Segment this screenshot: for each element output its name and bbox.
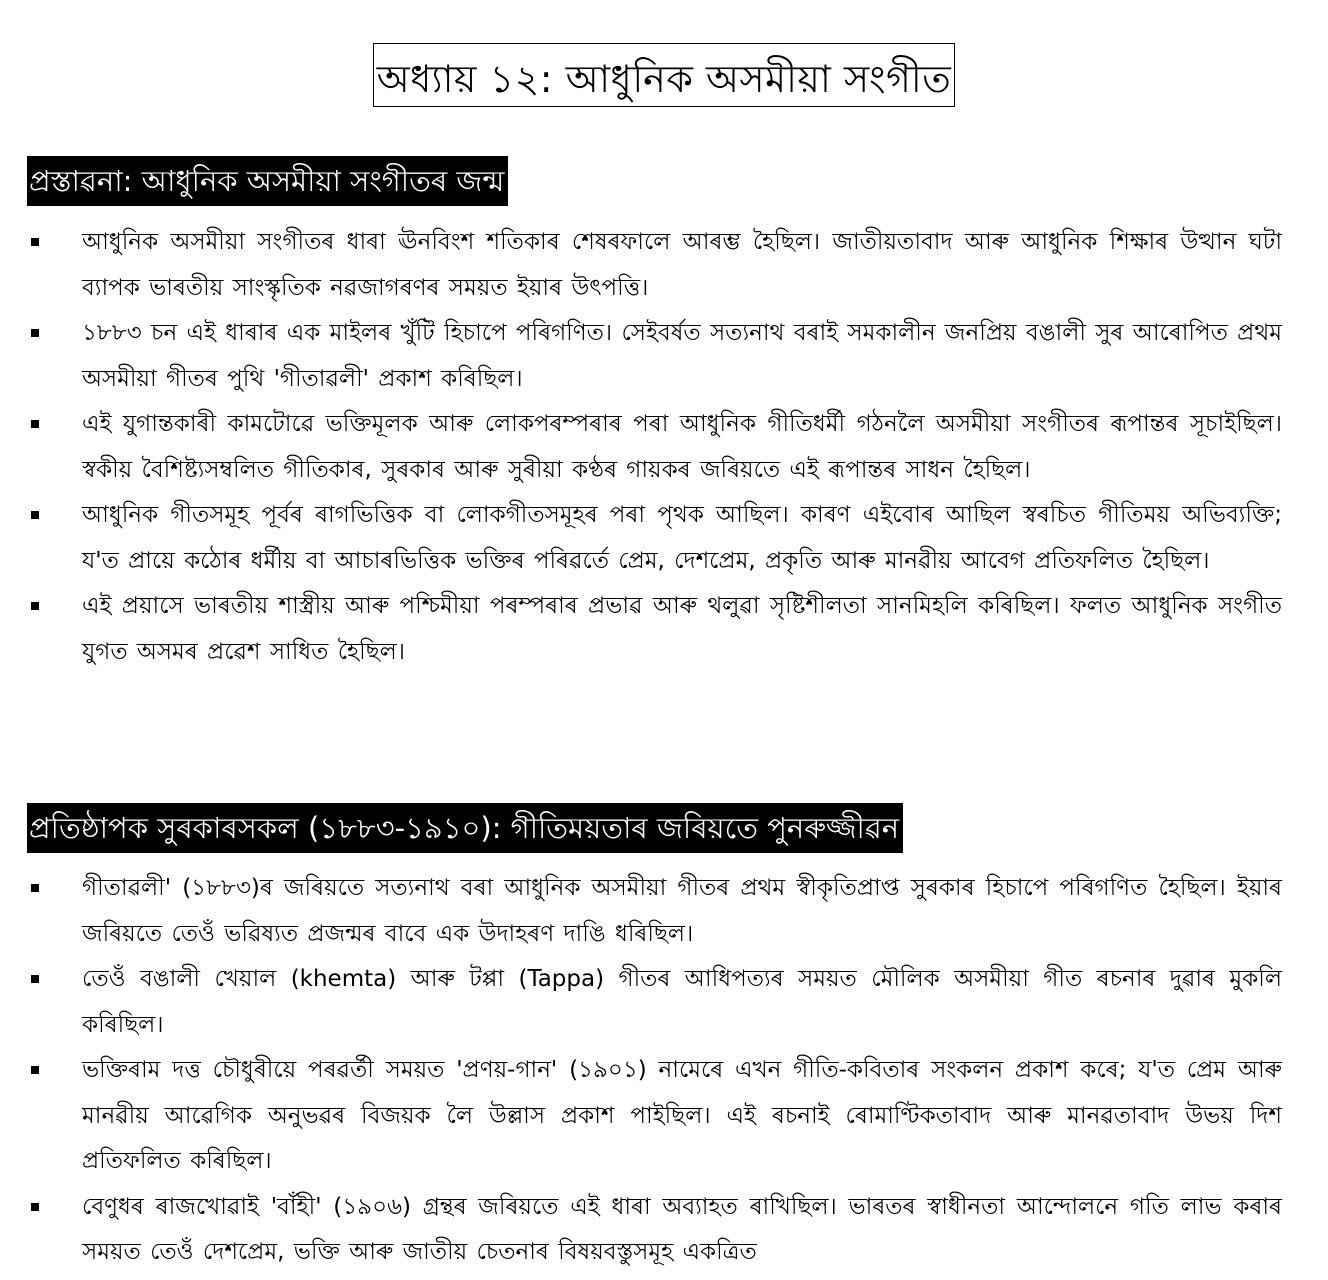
bullet-marker xyxy=(31,238,39,246)
section-heading-introduction: প্ৰস্তাৱনা: আধুনিক অসমীয়া সংগীতৰ জন্ম xyxy=(27,156,508,206)
bullet-marker xyxy=(31,884,39,892)
bullet-item xyxy=(0,1185,1328,1276)
section-heading-founding-composers: প্ৰতিষ্ঠাপক সুৰকাৰসকল (১৮৮৩-১৯১০): গীতিময়তাৰ জৰিয়তে পুনৰুজ্জীৱন xyxy=(27,803,903,853)
bullet-text: আধুনিক গীতসমূহ পূৰ্বৰ ৰাগভিত্তিক বা লোকগীতসমূহৰ পৰা পৃথক আছিল। কাৰণ এইবোৰ আছিল স্বৰচিত গীতিময় অভিব্যক্তি; য'ত প্ৰায়ে কঠোৰ ধৰ্মীয় বা আচাৰভিত্তিক ভক্তিৰ পৰিৱৰ্তে প্ৰেম, দেশপ্ৰেম, প্ৰকৃতি আৰু মানৱীয় আবেগ প্ৰতিফলিত হৈছিল। xyxy=(82,502,1282,574)
bullet-text: গীতাৱলী' (১৮৮৩)ৰ জৰিয়তে সত্যনাথ বৰা আধুনিক অসমীয়া গীতৰ প্ৰথম স্বীকৃতিপ্ৰাপ্ত সুৰকাৰ হিচাপে পৰিগণিত হৈছিল। ইয়াৰ জৰিয়তে তেওঁ ভৱিষ্যত প্ৰজন্মৰ বাবে এক উদাহৰণ দাঙি ধৰিছিল। xyxy=(82,875,1282,947)
bullet-text: এই প্ৰয়াসে ভাৰতীয় শাস্ত্ৰীয় আৰু পশ্চিমীয়া পৰম্পৰাৰ প্ৰভাৱ আৰু থলুৱা সৃষ্টিশীলতা সানমিহলি কৰিছিল। ফলত আধুনিক সংগীত যুগত অসমৰ প্ৰৱেশ সাধিত হৈছিল। xyxy=(82,593,1282,665)
bullet-item xyxy=(0,220,1328,311)
bullet-item xyxy=(0,311,1328,402)
bullet-list-founding-composers xyxy=(0,866,1328,1276)
bullet-text: ভক্তিৰাম দত্ত চৌধুৰীয়ে পৰৱৰ্তী সময়ত 'প্ৰণয়-গান' (১৯০১) নামেৰে এখন গীতি-কবিতাৰ সংকলন প্ৰকাশ কৰে; য'ত প্ৰেম আৰু মানৱীয় আৱেগিক অনুভৱৰ বিজয়ক লৈ উল্লাস প্ৰকাশ পাইছিল। এই ৰচনাই ৰোমাণ্টিকতাবাদ আৰু মানৱতাবাদ উভয় দিশ প্ৰতিফলিত কৰিছিল। xyxy=(82,1057,1282,1174)
bullet-item xyxy=(0,402,1328,493)
bullet-marker xyxy=(31,602,39,610)
bullet-item xyxy=(0,866,1328,957)
bullet-text: তেওঁ বঙালী খেয়াল (khemta) আৰু টপ্পা (Tappa) গীতৰ আধিপত্যৰ সময়ত মৌলিক অসমীয়া গীত ৰচনাৰ দুৱাৰ মুকলি কৰিছিল। xyxy=(82,966,1282,1038)
bullet-marker xyxy=(31,1066,39,1074)
chapter-title: অধ্যায় ১২: আধুনিক অসমীয়া সংগীত xyxy=(373,43,956,107)
bullet-marker xyxy=(31,1203,39,1211)
bullet-item xyxy=(0,957,1328,1048)
bullet-item xyxy=(0,1048,1328,1185)
bullet-marker xyxy=(31,511,39,519)
bullet-list-introduction xyxy=(0,220,1328,675)
bullet-marker xyxy=(31,420,39,428)
bullet-marker xyxy=(31,329,39,337)
bullet-text: ১৮৮৩ চন এই ধাৰাৰ এক মাইলৰ খুঁটি হিচাপে পৰিগণিত। সেইবৰ্ষত সত্যনাথ বৰাই সমকালীন জনপ্ৰিয় বঙালী সুৰ আৰোপিত প্ৰথম অসমীয়া গীতৰ পুথি 'গীতাৱলী' প্ৰকাশ কৰিছিল। xyxy=(82,320,1282,392)
bullet-item xyxy=(0,493,1328,584)
bullet-text: বেণুধৰ ৰাজখোৱাই 'বাঁহী' (১৯০৬) গ্ৰন্থৰ জৰিয়তে এই ধাৰা অব্যাহত ৰাখিছিল। ভাৰতৰ স্বাধীনতা আন্দোলনে গতি লাভ কৰাৰ সময়ত তেওঁ দেশপ্ৰেম, ভক্তি আৰু জাতীয় চেতনাৰ বিষয়বস্তুসমূহ একত্ৰিত xyxy=(82,1193,1282,1265)
chapter-title-wrapper xyxy=(0,0,1328,113)
bullet-text: আধুনিক অসমীয়া সংগীতৰ ধাৰা ঊনবিংশ শতিকাৰ শেষৰফালে আৰম্ভ হৈছিল। জাতীয়তাবাদ আৰু আধুনিক শিক্ষাৰ উত্থান ঘটা ব্যাপক ভাৰতীয় সাংস্কৃতিক নৱজাগৰণৰ সময়ত ইয়াৰ উৎপত্তি। xyxy=(82,229,1282,301)
bullet-text: এই যুগান্তকাৰী কামটোৱে ভক্তিমূলক আৰু লোকপৰম্পৰাৰ পৰা আধুনিক গীতিধৰ্মী গঠনলৈ অসমীয়া সংগীতৰ ৰূপান্তৰ সূচাইছিল। স্বকীয় বৈশিষ্ট্যসম্বলিত গীতিকাৰ, সুৰকাৰ আৰু সুৰীয়া কণ্ঠৰ গায়কৰ জৰিয়তে এই ৰূপান্তৰ সাধন হৈছিল। xyxy=(82,411,1282,483)
bullet-item xyxy=(0,584,1328,675)
bullet-marker xyxy=(31,975,39,983)
